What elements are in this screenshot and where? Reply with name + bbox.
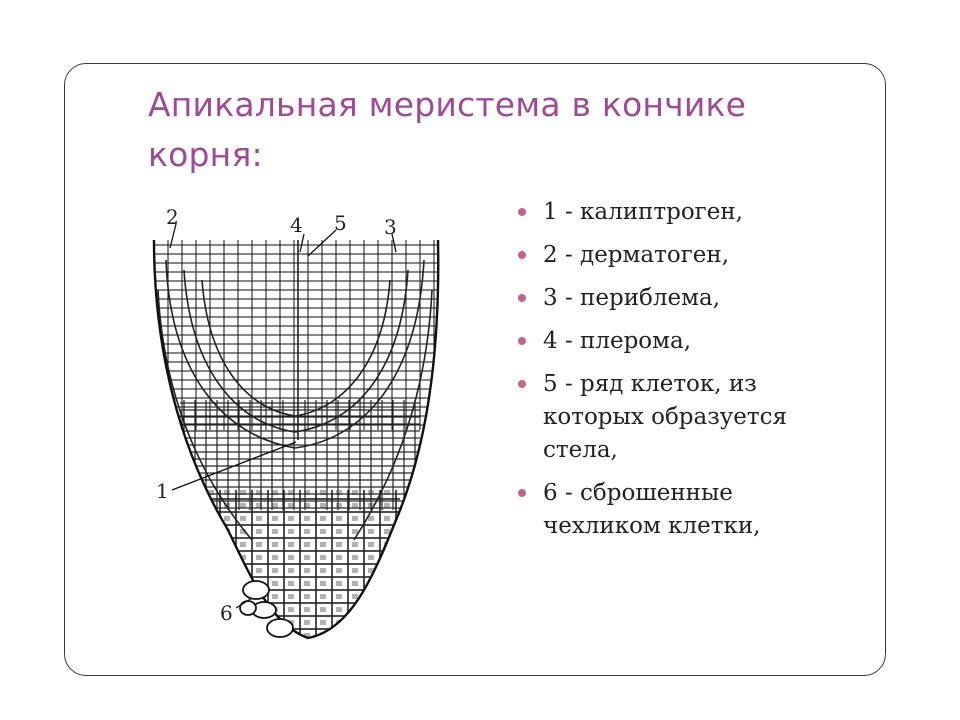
figure-label-5: 5 <box>334 211 347 235</box>
legend-item <box>516 282 836 315</box>
legend-text: 2 - дерматоген, <box>543 242 729 268</box>
legend-item <box>516 239 836 272</box>
legend-text: 6 - сброшенные чехликом клетки, <box>543 480 761 539</box>
legend-item <box>516 368 836 467</box>
figure-label-3: 3 <box>384 215 397 239</box>
bullet-icon <box>518 380 526 388</box>
figure-label-6: 6 <box>220 601 233 625</box>
legend-text: 1 - калиптроген, <box>543 199 743 225</box>
figure-label-4: 4 <box>290 213 303 237</box>
root-tip-figure <box>140 200 460 660</box>
legend-text: 4 - плерома, <box>543 328 692 354</box>
slide-title: Апикальная меристема в кончике корня: <box>148 85 747 174</box>
legend-item <box>516 196 836 229</box>
figure-label-2: 2 <box>166 205 179 229</box>
legend-list <box>516 196 836 553</box>
legend-text: 5 - ряд клеток, из которых образуется стела, <box>543 371 788 463</box>
bullet-icon <box>518 208 526 216</box>
legend-item <box>516 477 836 543</box>
bullet-icon <box>518 337 526 345</box>
bullet-icon <box>518 294 526 302</box>
bullet-icon <box>518 489 526 497</box>
bullet-icon <box>518 251 526 259</box>
tissue-cells <box>140 230 460 650</box>
legend-text: 3 - периблема, <box>543 285 721 311</box>
root-tip-drawing <box>140 200 460 660</box>
figure-label-1: 1 <box>156 479 169 503</box>
legend-item <box>516 325 836 358</box>
